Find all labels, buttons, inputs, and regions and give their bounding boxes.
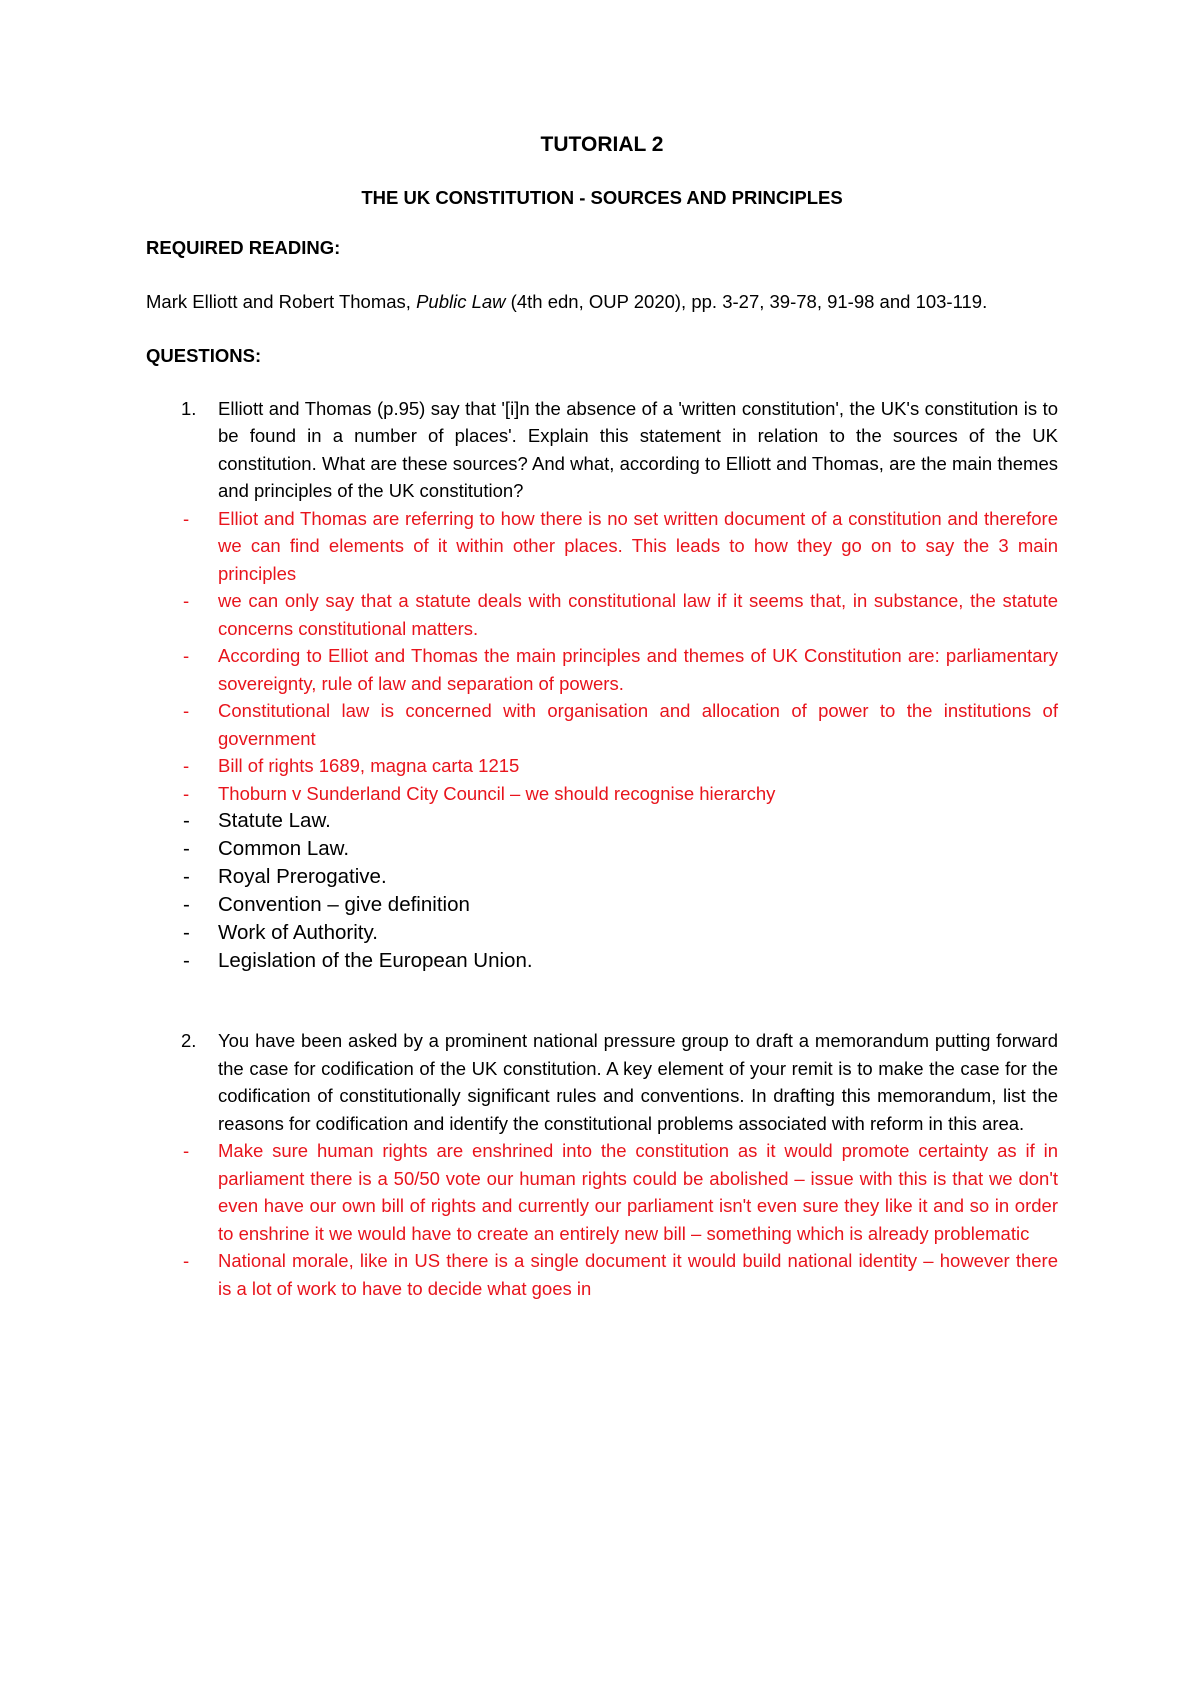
answer-note: [146, 780, 1058, 808]
source-text: Common Law.: [218, 837, 350, 860]
required-reading-heading: REQUIRED READING:: [146, 237, 341, 258]
question-number: 2.: [181, 1030, 197, 1051]
document-subtitle: THE UK CONSTITUTION - SOURCES AND PRINCIPLES: [361, 187, 843, 208]
question-2: [146, 1027, 1058, 1137]
required-reading-text: [146, 288, 1058, 316]
source-text: Royal Prerogative.: [218, 865, 387, 888]
question-1: [146, 395, 1058, 505]
note-text: According to Elliot and Thomas the main principles and themes of UK Constitution are: parliamentary sovereignty, rule of law and separation of powers.: [218, 645, 1058, 694]
source-item: [146, 947, 1058, 975]
questions-heading: QUESTIONS:: [146, 344, 262, 366]
note-dash: -: [183, 1250, 190, 1271]
document-page: [146, 130, 1058, 1302]
reading-book-title: Public Law: [416, 291, 506, 312]
reading-before: Mark Elliott and Robert Thomas,: [146, 291, 417, 312]
note-dash: -: [183, 755, 190, 776]
note-text: Bill of rights 1689, magna carta 1215: [218, 755, 520, 776]
note-text: we can only say that a statute deals with constitutional law if it seems that, in substance, the statute concerns constitutional matters.: [218, 590, 1058, 639]
source-item: [146, 807, 1058, 835]
answer-note: [146, 587, 1058, 642]
note-text: National morale, like in US there is a single document it would build national identity – however there is a lot of work to have to decide what goes in: [218, 1250, 1058, 1299]
source-dash: -: [183, 921, 190, 944]
source-dash: -: [183, 949, 190, 972]
note-text: Thoburn v Sunderland City Council – we should recognise hierarchy: [218, 782, 776, 804]
answer-note: [146, 642, 1058, 697]
source-item: [146, 919, 1058, 947]
question-text: Elliott and Thomas (p.95) say that '[i]n the absence of a 'written constitution', the UK's constitution is to be found in a number of places'. Explain this statement in relation to the sources of the UK constitution. What are these sources? And what, according to Elliott and Thomas, are the main themes and principles of the UK constitution?: [218, 397, 1058, 501]
note-text: Make sure human rights are enshrined into the constitution as it would promote certainty as if in parliament there is a 50/50 vote our human rights could be abolished – issue with this is that we don't even have our own bill of rights and currently our parliament isn't even sure they like it and so in order to enshrine it we would have to create an entirely new bill – something which is already problematic: [218, 1140, 1058, 1244]
note-dash: -: [183, 645, 190, 666]
note-text: Elliot and Thomas are referring to how there is no set written document of a constitution and therefore we can find elements of it within other places. This leads to how they go on to say the 3 main principles: [218, 507, 1058, 584]
source-text: Statute Law.: [218, 809, 331, 832]
answer-note: [146, 752, 1058, 780]
answer-note: [146, 697, 1058, 752]
source-dash: -: [183, 893, 190, 916]
source-dash: -: [183, 837, 190, 860]
question-text: You have been asked by a prominent national pressure group to draft a memorandum putting forward the case for codification of the UK constitution. A key element of your remit is to make the case for the codification of constitutionally significant rules and conventions. In drafting this memorandum, list the reasons for codification and identify the constitutional problems associated with reform in this area.: [218, 1030, 1058, 1134]
note-text: Constitutional law is concerned with organisation and allocation of power to the institutions of government: [218, 700, 1058, 749]
note-dash: -: [183, 700, 190, 721]
reading-after: (4th edn, OUP 2020), pp. 3-27, 39-78, 91-98 and 103-119.: [505, 291, 988, 312]
source-item: [146, 891, 1058, 919]
source-text: Legislation of the European Union.: [218, 949, 533, 972]
answer-note: [146, 1247, 1058, 1302]
note-dash: -: [183, 590, 190, 611]
source-text: Convention – give definition: [218, 893, 470, 916]
note-dash: -: [183, 507, 190, 529]
answer-note: [146, 1137, 1058, 1247]
note-dash: -: [183, 782, 190, 804]
source-item: [146, 863, 1058, 891]
question-number: 1.: [181, 397, 197, 419]
note-dash: -: [183, 1140, 190, 1161]
source-dash: -: [183, 865, 190, 888]
source-text: Work of Authority.: [218, 921, 378, 944]
answer-note: [146, 505, 1058, 588]
source-item: [146, 835, 1058, 863]
source-dash: -: [183, 809, 190, 832]
document-title: TUTORIAL 2: [540, 133, 664, 156]
